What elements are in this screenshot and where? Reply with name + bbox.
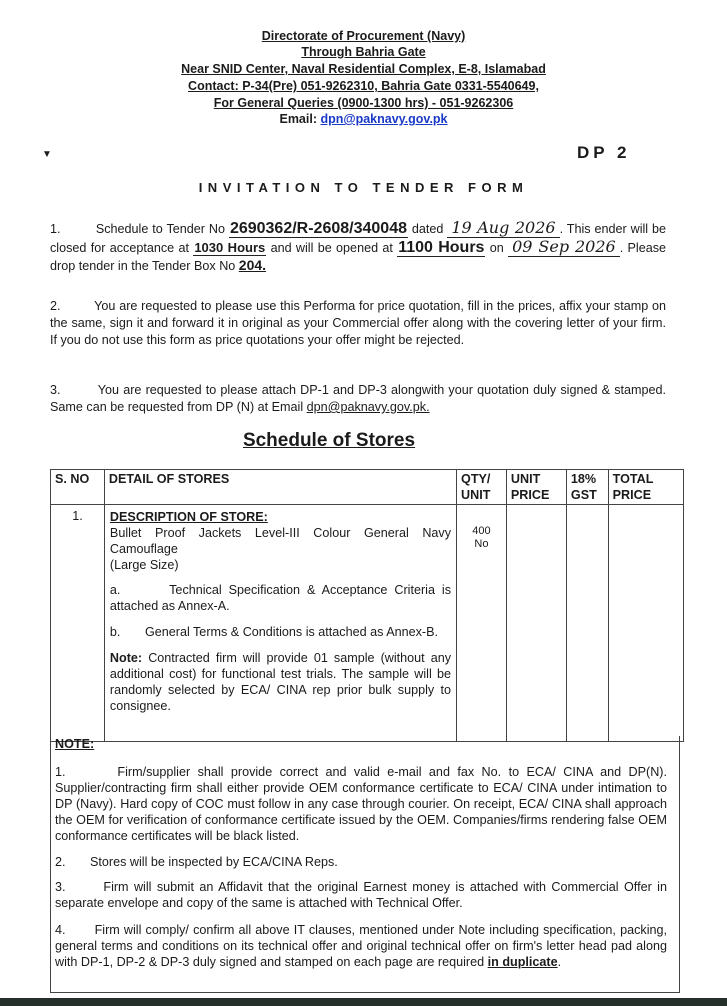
paragraph-3: 3. You are requested to please attach DP-1 and DP-3 alongwith your quotation duly signed & stamped. Same can be requested from DP (N) at Email dpn@paknavy.gov.pk. (50, 383, 666, 414)
tender-box-number: 204. (238, 257, 267, 273)
paragraph-2: 2. You are requested to please use this Performa for price quotation, fill in the prices, affix your stamp on the same, sign it and forward it in original as your Commercial offer along with the covering letter of your firm. If you do not use this form as price quotations your offer might be rejected. (50, 299, 666, 347)
item-size: (Large Size) (109, 558, 179, 572)
note-item-2: 2. Stores will be inspected by ECA/CINA Reps. (55, 855, 338, 869)
row-total[interactable] (608, 505, 683, 742)
header-line-1: Directorate of Procurement (Navy) (261, 29, 466, 43)
scan-mark-icon: ▼ (42, 149, 52, 160)
note-item-3: 3. Firm will submit an Affidavit that the original Earnest money is attached with Commercial Offer in separate envelope and copy of the same is attached with Technical Offer. (55, 880, 667, 910)
tender-number: 2690362/R-2608/340048 (229, 220, 407, 237)
closing-time: 1030 Hours (194, 240, 266, 255)
header-line-3: Near SNID Center, Naval Residential Complex, E-8, Islamabad (181, 62, 546, 76)
row-qty: 400 No (457, 505, 507, 742)
paragraph-1: 1. Schedule to Tender No 2690362/R-2608/340048 dated 19 Aug 2026 . This ender will be closed for acceptance at 1030 Hours and will be opened at 1100 Hours on 09 Sep 2026 . Please drop tender in the Tender Box No 204. (50, 218, 667, 273)
header-email-link[interactable]: dpn@paknavy.gov.pk (320, 112, 448, 126)
col-header-detail: DETAIL OF STORES (104, 470, 456, 505)
opening-time: 1100 Hours (398, 239, 485, 256)
form-code: DP 2 (577, 143, 631, 162)
col-header-total: TOTAL PRICE (608, 470, 683, 505)
header-line-5: For General Queries (0900-1300 hrs) - 051-9262306 (213, 96, 514, 110)
header-line-2: Through Bahria Gate (301, 45, 426, 59)
note-item-4: 4. Firm will comply/ confirm all above IT clauses, mentioned under Note including specification, packing, general terms and conditions on its technical offer and original technical offer on firm's letter head pad along with DP-1, DP-2 & DP-3 duly signed and stamped on each page are required in duplicate. (55, 923, 667, 969)
clause-b: b. General Terms & Conditions is attached as Annex-B. (109, 625, 439, 639)
tender-date: 19 Aug 2026 (447, 218, 559, 238)
opening-date: 09 Sep 2026 (508, 237, 620, 257)
row-sno: 1. (51, 505, 105, 742)
header-line-4: Contact: P-34(Pre) 051-9262310, Bahria Gate 0331-5540649, (188, 79, 539, 93)
clause-a: a. Technical Specification & Acceptance Criteria is attached as Annex-A. (109, 583, 452, 613)
col-header-qty: QTY/ UNIT (457, 470, 507, 505)
paragraph-3-email-link[interactable]: dpn@paknavy.gov.pk. (306, 400, 430, 414)
desc-heading: DESCRIPTION OF STORE: (109, 510, 268, 524)
col-header-gst: 18% GST (566, 470, 608, 505)
sample-note: Note: Contracted firm will provide 01 sample (without any additional cost) for functional test trials. The sample will be randomly selected by ECA/ CINA rep prior bulk supply to consignee. (109, 651, 452, 713)
table-row (51, 505, 684, 742)
col-header-sno: S. NO (51, 470, 105, 505)
item-name: Bullet Proof Jackets Level-III Colour General Navy Camouflage (109, 526, 452, 556)
schedule-table (50, 469, 684, 742)
row-detail (104, 505, 456, 742)
note-title: NOTE: (55, 737, 95, 751)
col-header-unit-price: UNIT PRICE (506, 470, 566, 505)
note-item-1: 1. Firm/supplier shall provide correct and valid e-mail and fax No. to ECA/ CINA and DP(N). Supplier/contracting firm shall either provide OEM conformance certificate to ECA/ CINA under intimation to DP (Navy). Hard copy of COC must follow in any case through courier. On receipt, ECA/ CINA shall approach the OEM for verification of conformance certificate issued by the OEM. Companies/firms rendering false OEM conformance certificates will be black listed. (55, 765, 667, 843)
form-title: INVITATION TO TENDER FORM (198, 180, 529, 195)
schedule-table-header (51, 470, 684, 505)
row-gst[interactable] (566, 505, 608, 742)
window-bottom-bar (0, 998, 727, 1006)
header-email-line: Email: dpn@paknavy.gov.pk (279, 112, 448, 126)
schedule-of-stores-title: Schedule of Stores (242, 430, 416, 451)
row-unit-price[interactable] (506, 505, 566, 742)
